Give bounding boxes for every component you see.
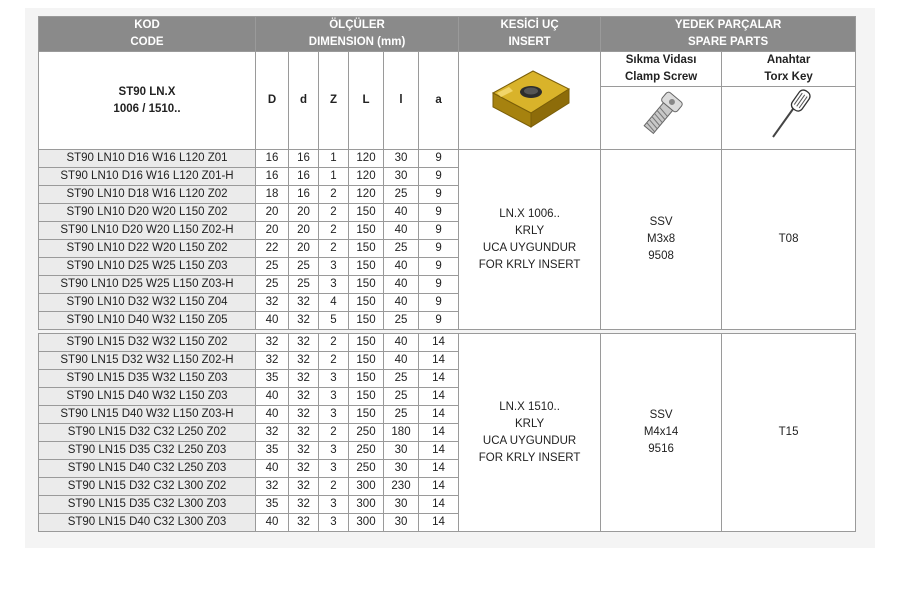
torx-key-icon <box>759 87 819 143</box>
spare-parts-header <box>601 17 856 52</box>
dim-a-cell: 14 <box>419 424 459 442</box>
dim-d-cell: 20 <box>289 204 319 222</box>
dim-D-cell: 35 <box>256 370 289 388</box>
dim-a-cell: 14 <box>419 370 459 388</box>
clamp-screw-header <box>601 52 722 87</box>
dim-L-cell: 150 <box>349 294 384 312</box>
dim-l-cell: 230 <box>384 478 419 496</box>
dim-d-cell: 32 <box>289 334 319 352</box>
dim-Z-cell: 5 <box>319 312 349 330</box>
screw-image-cell <box>601 87 722 150</box>
dim-D-cell: 40 <box>256 388 289 406</box>
dim-l-cell: 30 <box>384 514 419 532</box>
dim-Z-cell: 2 <box>319 334 349 352</box>
insert-info <box>459 334 601 532</box>
dim-L-cell: 300 <box>349 514 384 532</box>
col-l: l <box>384 52 419 150</box>
dim-d-cell: 16 <box>289 186 319 204</box>
dim-a-cell: 14 <box>419 496 459 514</box>
dim-l-cell: 40 <box>384 352 419 370</box>
dim-Z-cell: 3 <box>319 514 349 532</box>
dim-l-cell: 40 <box>384 258 419 276</box>
product-code: ST90 LN10 D22 W20 L150 Z02 <box>39 240 256 258</box>
dim-l-cell: 25 <box>384 406 419 424</box>
dim-a-cell: 14 <box>419 388 459 406</box>
dim-Z-cell: 3 <box>319 258 349 276</box>
clamp-screw-line: M3x8 <box>647 233 676 245</box>
dim-D-cell: 22 <box>256 240 289 258</box>
key-image-cell <box>722 87 856 150</box>
col-D: D <box>256 52 289 150</box>
dim-D-cell: 20 <box>256 222 289 240</box>
product-code: ST90 LN10 D32 W32 L150 Z04 <box>39 294 256 312</box>
dim-a-cell: 9 <box>419 222 459 240</box>
product-code: ST90 LN10 D20 W20 L150 Z02-H <box>39 222 256 240</box>
clamp-screw-line: SSV <box>649 216 673 228</box>
product-code: ST90 LN15 D32 W32 L150 Z02 <box>39 334 256 352</box>
product-code: ST90 LN15 D40 C32 L250 Z03 <box>39 460 256 478</box>
dim-D-cell: 32 <box>256 478 289 496</box>
dim-d-cell: 32 <box>289 406 319 424</box>
product-code: ST90 LN15 D35 C32 L250 Z03 <box>39 442 256 460</box>
dim-D-cell: 20 <box>256 204 289 222</box>
torx-key-header <box>722 52 856 87</box>
dim-l-cell: 40 <box>384 294 419 312</box>
dim-l-cell: 25 <box>384 186 419 204</box>
code-header <box>39 17 256 52</box>
dim-a-cell: 14 <box>419 442 459 460</box>
dim-Z-cell: 3 <box>319 370 349 388</box>
dim-D-cell: 18 <box>256 186 289 204</box>
dim-d-cell: 32 <box>289 388 319 406</box>
col-d: d <box>289 52 319 150</box>
dim-D-cell: 32 <box>256 294 289 312</box>
col-a: a <box>419 52 459 150</box>
dim-Z-cell: 2 <box>319 222 349 240</box>
dim-a-cell: 14 <box>419 334 459 352</box>
product-code: ST90 LN10 D25 W25 L150 Z03-H <box>39 276 256 294</box>
dim-a-cell: 9 <box>419 276 459 294</box>
dim-D-cell: 35 <box>256 496 289 514</box>
dim-Z-cell: 3 <box>319 496 349 514</box>
dim-L-cell: 250 <box>349 424 384 442</box>
dim-L-cell: 250 <box>349 442 384 460</box>
dim-a-cell: 14 <box>419 352 459 370</box>
dim-D-cell: 16 <box>256 150 289 168</box>
table-row <box>39 150 856 168</box>
dim-l-cell: 25 <box>384 370 419 388</box>
dim-Z-cell: 4 <box>319 294 349 312</box>
dim-l-cell: 40 <box>384 204 419 222</box>
product-code: ST90 LN10 D18 W16 L120 Z02 <box>39 186 256 204</box>
dim-D-cell: 25 <box>256 276 289 294</box>
dim-l-cell: 30 <box>384 460 419 478</box>
dim-L-cell: 150 <box>349 406 384 424</box>
dim-D-cell: 40 <box>256 406 289 424</box>
insert-info-line: UCA UYGUNDUR <box>482 241 577 254</box>
dim-L-cell: 150 <box>349 240 384 258</box>
product-code: ST90 LN15 D35 W32 L150 Z03 <box>39 370 256 388</box>
dim-l-cell: 40 <box>384 276 419 294</box>
dim-d-cell: 32 <box>289 478 319 496</box>
dim-a-cell: 9 <box>419 204 459 222</box>
dim-d-cell: 16 <box>289 168 319 186</box>
dim-l-cell: 30 <box>384 496 419 514</box>
dim-D-cell: 16 <box>256 168 289 186</box>
clamp-screw-info <box>601 150 722 330</box>
code-header-en: CODE <box>130 36 164 48</box>
insert-info-line: UCA UYGUNDUR <box>482 434 577 447</box>
insert-header-tr: KESİCİ UÇ <box>500 19 559 31</box>
dim-a-cell: 9 <box>419 168 459 186</box>
dim-a-cell: 14 <box>419 478 459 496</box>
dim-D-cell: 40 <box>256 514 289 532</box>
dim-Z-cell: 3 <box>319 460 349 478</box>
dim-Z-cell: 1 <box>319 168 349 186</box>
dim-d-cell: 32 <box>289 514 319 532</box>
product-code: ST90 LN15 D40 C32 L300 Z03 <box>39 514 256 532</box>
dim-d-cell: 25 <box>289 276 319 294</box>
product-code: ST90 LN15 D40 W32 L150 Z03 <box>39 388 256 406</box>
dim-L-cell: 300 <box>349 478 384 496</box>
dim-Z-cell: 2 <box>319 478 349 496</box>
dim-d-cell: 32 <box>289 352 319 370</box>
col-Z: Z <box>319 52 349 150</box>
dim-d-cell: 32 <box>289 460 319 478</box>
dim-L-cell: 150 <box>349 222 384 240</box>
dim-L-cell: 120 <box>349 150 384 168</box>
dim-l-cell: 25 <box>384 240 419 258</box>
dimension-header <box>256 17 459 52</box>
insert-info-line: KRLY <box>514 417 545 430</box>
dim-d-cell: 20 <box>289 222 319 240</box>
product-code: ST90 LN10 D16 W16 L120 Z01 <box>39 150 256 168</box>
insert-info-line: FOR KRLY INSERT <box>478 451 581 464</box>
dim-D-cell: 32 <box>256 352 289 370</box>
torx-key-info: T15 <box>722 334 856 532</box>
dim-a-cell: 14 <box>419 514 459 532</box>
catalog-sheet <box>25 8 875 548</box>
dim-l-cell: 40 <box>384 222 419 240</box>
spec-table <box>38 16 856 532</box>
code-header-tr: KOD <box>134 19 160 31</box>
product-code: ST90 LN10 D20 W20 L150 Z02 <box>39 204 256 222</box>
dim-d-cell: 32 <box>289 496 319 514</box>
series-name: ST90 LN.X <box>118 85 176 98</box>
dim-d-cell: 20 <box>289 240 319 258</box>
dim-d-cell: 32 <box>289 294 319 312</box>
clamp-screw-line: SSV <box>649 409 673 421</box>
insert-image-cell <box>459 52 601 150</box>
dim-l-cell: 30 <box>384 150 419 168</box>
dim-L-cell: 150 <box>349 388 384 406</box>
product-code: ST90 LN15 D32 W32 L150 Z02-H <box>39 352 256 370</box>
dim-l-cell: 30 <box>384 168 419 186</box>
dim-D-cell: 25 <box>256 258 289 276</box>
dim-L-cell: 150 <box>349 258 384 276</box>
col-L: L <box>349 52 384 150</box>
product-code: ST90 LN15 D35 C32 L300 Z03 <box>39 496 256 514</box>
dim-L-cell: 150 <box>349 334 384 352</box>
dim-L-cell: 150 <box>349 204 384 222</box>
dimension-header-tr: ÖLÇÜLER <box>329 19 385 31</box>
dim-d-cell: 32 <box>289 370 319 388</box>
dim-Z-cell: 3 <box>319 276 349 294</box>
dim-Z-cell: 3 <box>319 388 349 406</box>
dim-Z-cell: 2 <box>319 204 349 222</box>
insert-header-en: INSERT <box>508 36 551 48</box>
dim-a-cell: 9 <box>419 312 459 330</box>
dim-L-cell: 150 <box>349 276 384 294</box>
dim-D-cell: 32 <box>256 334 289 352</box>
clamp-screw-line: 9508 <box>648 250 674 262</box>
dim-L-cell: 120 <box>349 168 384 186</box>
dim-Z-cell: 2 <box>319 352 349 370</box>
clamp-screw-line: M4x14 <box>643 426 679 438</box>
insert-header <box>459 17 601 52</box>
product-code: ST90 LN15 D32 C32 L250 Z02 <box>39 424 256 442</box>
insert-info-line: FOR KRLY INSERT <box>478 258 581 271</box>
table-row <box>39 334 856 352</box>
dim-d-cell: 32 <box>289 442 319 460</box>
dim-L-cell: 150 <box>349 352 384 370</box>
dim-d-cell: 25 <box>289 258 319 276</box>
dim-d-cell: 32 <box>289 424 319 442</box>
dim-Z-cell: 2 <box>319 424 349 442</box>
spare-parts-header-en: SPARE PARTS <box>688 36 769 48</box>
dimension-header-en: DIMENSION (mm) <box>308 36 406 48</box>
dim-L-cell: 300 <box>349 496 384 514</box>
dim-L-cell: 150 <box>349 370 384 388</box>
dim-L-cell: 120 <box>349 186 384 204</box>
spec-table-body <box>39 150 856 532</box>
dim-Z-cell: 3 <box>319 406 349 424</box>
insert-info-line: LN.X 1510.. <box>499 400 560 413</box>
carbide-insert-icon <box>485 63 575 133</box>
clamp-screw-header-en: Clamp Screw <box>624 71 698 83</box>
product-code: ST90 LN10 D25 W25 L150 Z03 <box>39 258 256 276</box>
product-code: ST90 LN15 D40 W32 L150 Z03-H <box>39 406 256 424</box>
clamp-screw-header-tr: Sıkma Vidası <box>625 54 697 66</box>
dim-D-cell: 35 <box>256 442 289 460</box>
dim-D-cell: 40 <box>256 460 289 478</box>
dim-Z-cell: 2 <box>319 240 349 258</box>
insert-info-line: LN.X 1006.. <box>499 207 560 220</box>
dim-a-cell: 9 <box>419 294 459 312</box>
series-sizes: 1006 / 1510.. <box>113 102 181 115</box>
dim-Z-cell: 3 <box>319 442 349 460</box>
torx-key-info: T08 <box>722 150 856 330</box>
clamp-screw-icon <box>626 87 696 143</box>
dim-a-cell: 14 <box>419 406 459 424</box>
dim-l-cell: 40 <box>384 334 419 352</box>
dim-l-cell: 30 <box>384 442 419 460</box>
series-header <box>39 52 256 150</box>
torx-key-header-tr: Anahtar <box>766 54 811 66</box>
product-code: ST90 LN10 D16 W16 L120 Z01-H <box>39 168 256 186</box>
clamp-screw-line: 9516 <box>648 443 674 455</box>
dim-l-cell: 25 <box>384 312 419 330</box>
dim-a-cell: 9 <box>419 186 459 204</box>
dim-Z-cell: 2 <box>319 186 349 204</box>
dim-d-cell: 32 <box>289 312 319 330</box>
dim-L-cell: 250 <box>349 460 384 478</box>
dim-D-cell: 40 <box>256 312 289 330</box>
product-code: ST90 LN15 D32 C32 L300 Z02 <box>39 478 256 496</box>
insert-info-line: KRLY <box>514 224 545 237</box>
dim-a-cell: 9 <box>419 150 459 168</box>
insert-info <box>459 150 601 330</box>
dim-d-cell: 16 <box>289 150 319 168</box>
dim-l-cell: 25 <box>384 388 419 406</box>
dim-D-cell: 32 <box>256 424 289 442</box>
spare-parts-header-tr: YEDEK PARÇALAR <box>674 19 782 31</box>
dim-a-cell: 9 <box>419 240 459 258</box>
dim-a-cell: 14 <box>419 460 459 478</box>
torx-key-header-en: Torx Key <box>764 71 813 83</box>
product-code: ST90 LN10 D40 W32 L150 Z05 <box>39 312 256 330</box>
clamp-screw-info <box>601 334 722 532</box>
dim-l-cell: 180 <box>384 424 419 442</box>
dim-L-cell: 150 <box>349 312 384 330</box>
dim-a-cell: 9 <box>419 258 459 276</box>
dim-Z-cell: 1 <box>319 150 349 168</box>
